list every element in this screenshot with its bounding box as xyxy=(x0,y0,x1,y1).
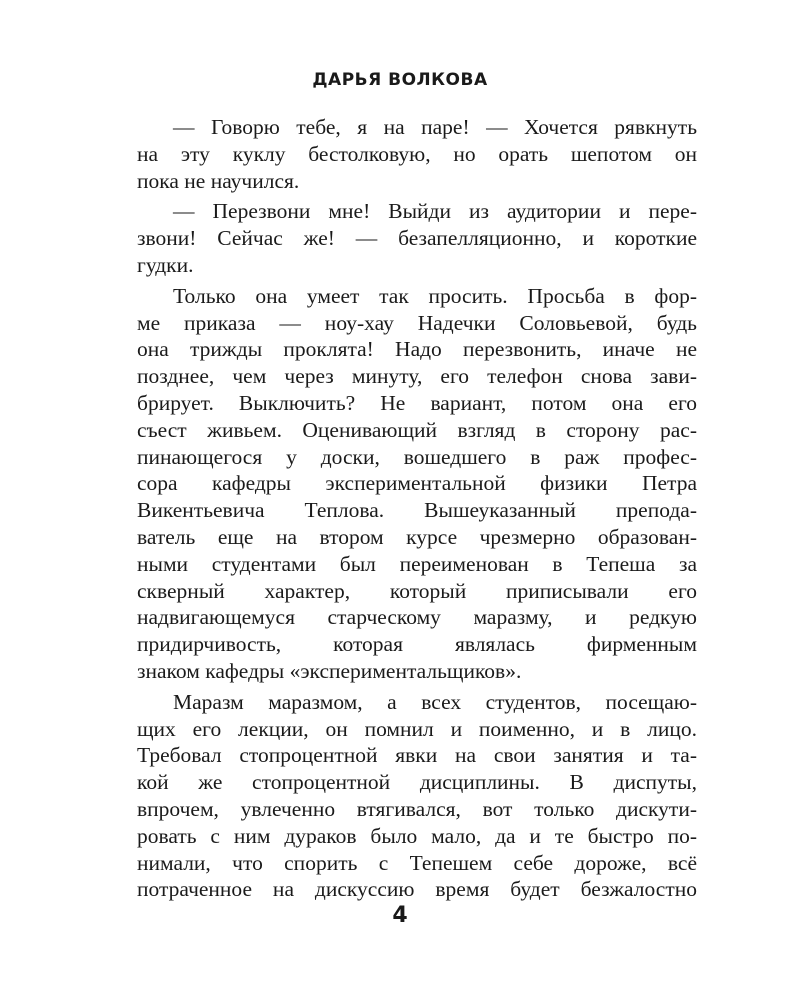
text-line: ными студентами был переименован в Тепеша за xyxy=(137,551,697,576)
text-line: пока не научился. xyxy=(137,168,300,193)
paragraph xyxy=(137,689,697,903)
text-line: впрочем, увлеченно втягивался, вот только дискути- xyxy=(137,796,697,821)
text-line: брирует. Выключить? Не вариант, потом она его xyxy=(137,390,697,415)
text-line: ватель еще на втором курсе чрезмерно образован- xyxy=(137,524,697,549)
text-line: гудки. xyxy=(137,252,194,277)
running-header: ДАРЬЯ ВОЛКОВА xyxy=(312,70,488,90)
text-line: щих его лекции, он помнил и поименно, и в лицо. xyxy=(137,716,697,741)
text-line: надвигающемуся старческому маразму, и редкую xyxy=(137,605,697,630)
text-line: ровать с ним дураков было мало, да и те быстро по- xyxy=(137,823,697,848)
text-line: нимали, что спорить с Тепешем себе дороже, всё xyxy=(137,850,697,875)
text-line: Только она умеет так просить. Просьба в фор- xyxy=(173,283,697,308)
paragraph xyxy=(137,114,697,194)
text-line: скверный характер, который приписывали его xyxy=(137,578,697,603)
paragraph xyxy=(137,198,697,278)
body-text xyxy=(137,114,697,903)
text-line: сора кафедры экспериментальной физики Петра xyxy=(137,471,697,496)
text-line: — Перезвони мне! Выйди из аудитории и пере- xyxy=(173,199,697,224)
text-line: Маразм маразмом, а всех студентов, посещаю- xyxy=(173,689,697,714)
page-number: 4 xyxy=(392,903,408,928)
text-line: Викентьевича Теплова. Вышеуказанный препода- xyxy=(137,498,697,523)
text-line: позднее, чем через минуту, его телефон снова зави- xyxy=(137,364,697,389)
text-line: пинающегося у доски, вошедшего в раж профес- xyxy=(137,444,697,469)
text-line: Требовал стопроцентной явки на свои занятия и та- xyxy=(137,743,697,768)
text-line: — Говорю тебе, я на паре! — Хочется рявкнуть xyxy=(173,115,697,139)
text-line: знаком кафедры «экспериментальщиков». xyxy=(137,658,522,683)
text-line: кой же стопроцентной дисциплины. В диспуты, xyxy=(137,770,697,795)
text-line: она трижды проклята! Надо перезвонить, иначе не xyxy=(137,337,697,362)
text-line: ме приказа — ноу-хау Надечки Соловьевой, будь xyxy=(137,310,697,335)
paragraph xyxy=(137,283,697,685)
text-line: съест живьем. Оценивающий взгляд в сторону рас- xyxy=(137,417,697,442)
text-line: придирчивость, которая являлась фирменным xyxy=(137,632,697,657)
text-line: на эту куклу бестолковую, но орать шепотом он xyxy=(137,141,697,166)
text-line: потраченное на дискуссию время будет безжалостно xyxy=(137,877,697,902)
text-line: звони! Сейчас же! — безапелляционно, и короткие xyxy=(137,226,697,251)
